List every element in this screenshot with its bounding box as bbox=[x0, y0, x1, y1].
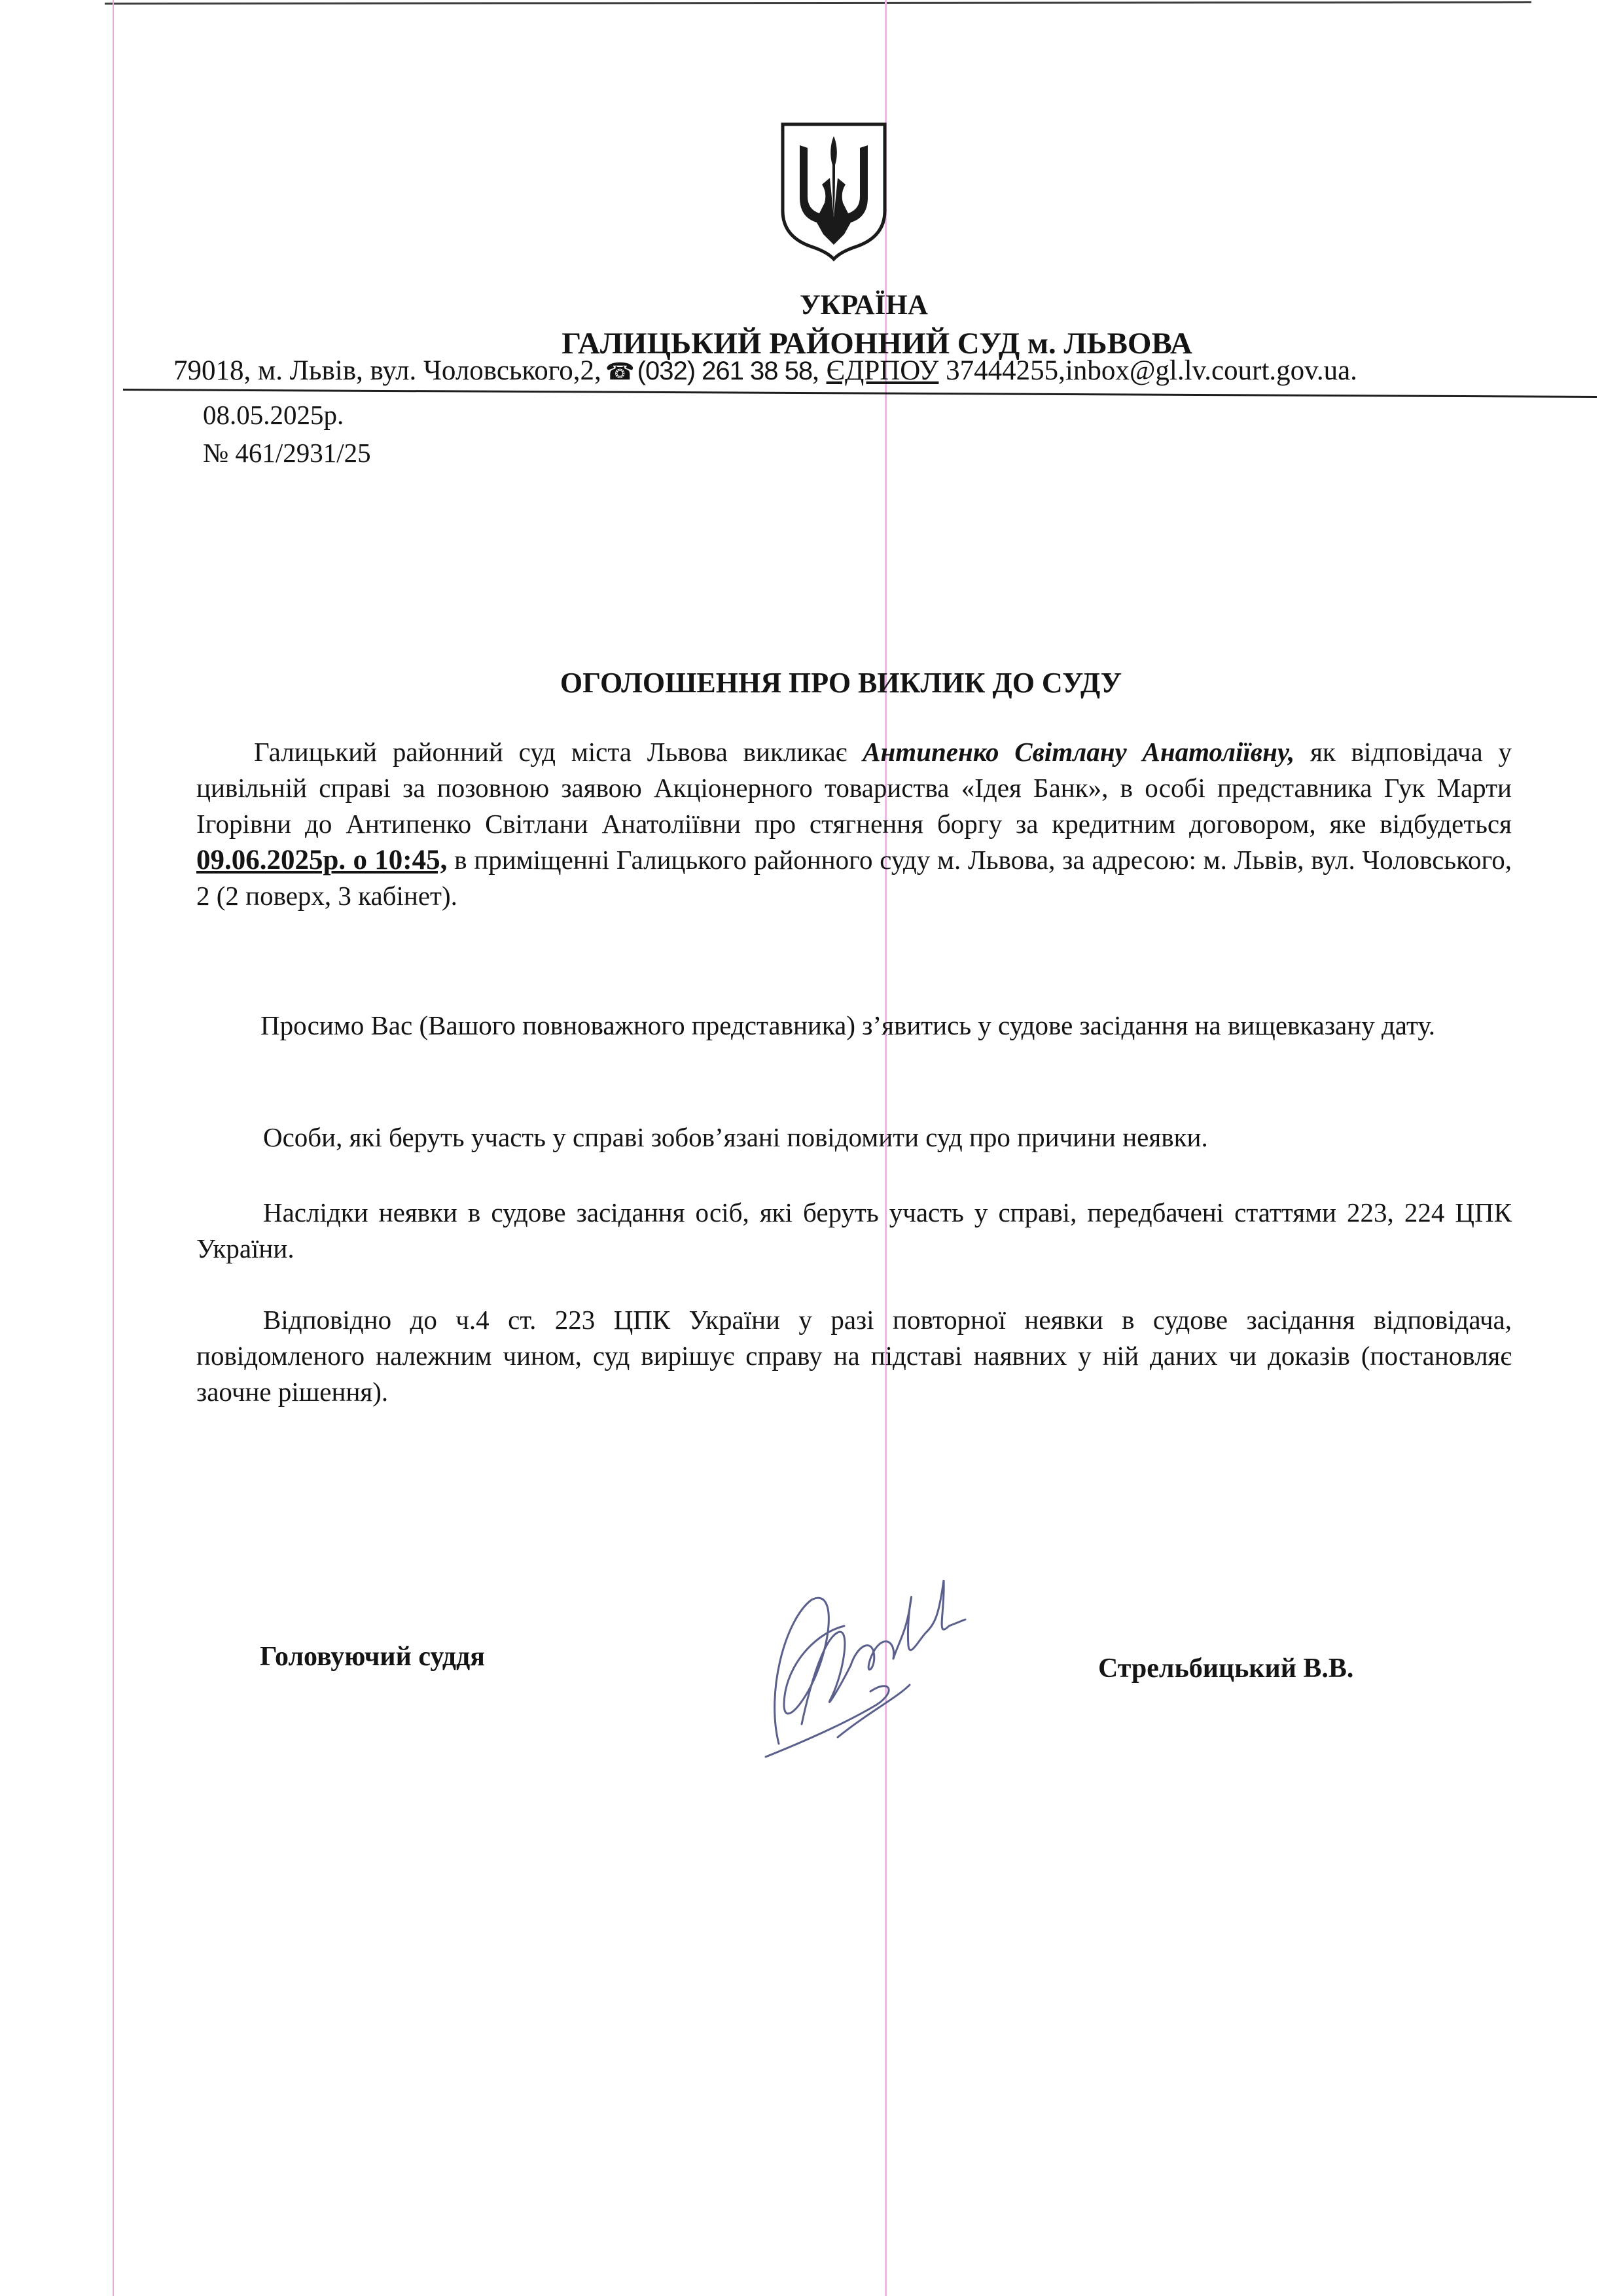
court-name-heading: ГАЛИЦЬКИЙ РАЙОННИЙ СУД м. ЛЬВОВА bbox=[562, 327, 1192, 361]
summons-text-start: Галицький районний суд міста Львова викликає bbox=[254, 737, 863, 767]
hearing-datetime: 09.06.2025р. о 10:45, bbox=[196, 845, 448, 875]
phone-separator: , bbox=[812, 355, 819, 386]
default-judgment-paragraph: Відповідно до ч.4 ст. 223 ЦПК України у разі повторної неявки в судове засідання відповідача, повідомленого належним чином, суд вирішує справу на підставі наявних у ній даних чи доказів (постановляє заочне рішення). bbox=[196, 1305, 1512, 1407]
notice-title: ОГОЛОШЕННЯ ПРО ВИКЛИК ДО СУДУ bbox=[560, 667, 1122, 699]
country-heading: УКРАЇНА bbox=[800, 290, 928, 321]
scan-top-edge bbox=[105, 1, 1531, 5]
coat-of-arms-icon bbox=[777, 119, 890, 262]
appearance-request-paragraph: Просимо Вас (Вашого повноважного представника) з’явитись у судове засідання на вищевказану дату. bbox=[260, 1010, 1435, 1040]
document-date: 08.05.2025р. bbox=[203, 400, 344, 430]
court-phone: (032) 261 38 58 bbox=[637, 357, 813, 385]
phone-icon: ☎ bbox=[605, 359, 635, 385]
edrpou-label: ЄДРПОУ bbox=[826, 355, 939, 386]
header-divider bbox=[123, 389, 1597, 398]
defendant-name: Антипенко Світлану Анатоліївну, bbox=[863, 737, 1295, 767]
summons-paragraph bbox=[196, 734, 1512, 914]
judge-name: Стрельбицький В.В. bbox=[1098, 1653, 1354, 1684]
court-address: 79018, м. Львів, вул. Чоловського,2, bbox=[173, 355, 601, 386]
edrpou-and-email: 37444255,inbox@gl.lv.court.gov.ua. bbox=[938, 355, 1357, 386]
case-number: № 461/2931/25 bbox=[203, 438, 371, 468]
handwritten-signature bbox=[740, 1561, 975, 1776]
court-contact-line bbox=[173, 355, 1600, 387]
summons-text-end: в приміщенні Галицького районного суду м. Львова, за адресою: м. Львів, вул. Чоловського, 2 (2 поверх, 3 кабінет). bbox=[196, 845, 1512, 911]
summons-text-middle: як відповідача у цивільній справі за позовною заявою Акціонерного товариства «Ідея Банк», в особі представника Гук Марти Ігорівни до Антипенко Світлани Анатоліївни про стягнення боргу за кредитним договором, яке відбудеться bbox=[196, 737, 1512, 839]
absence-notice-paragraph: Особи, які беруть участь у справі зобов’язані повідомити суд про причини неявки. bbox=[263, 1122, 1208, 1152]
consequences-paragraph: Наслідки неявки в судове засідання осіб, які беруть участь у справі, передбачені статтями 223, 224 ЦПК України. bbox=[196, 1197, 1512, 1263]
judge-role: Головуючий суддя bbox=[260, 1642, 485, 1672]
